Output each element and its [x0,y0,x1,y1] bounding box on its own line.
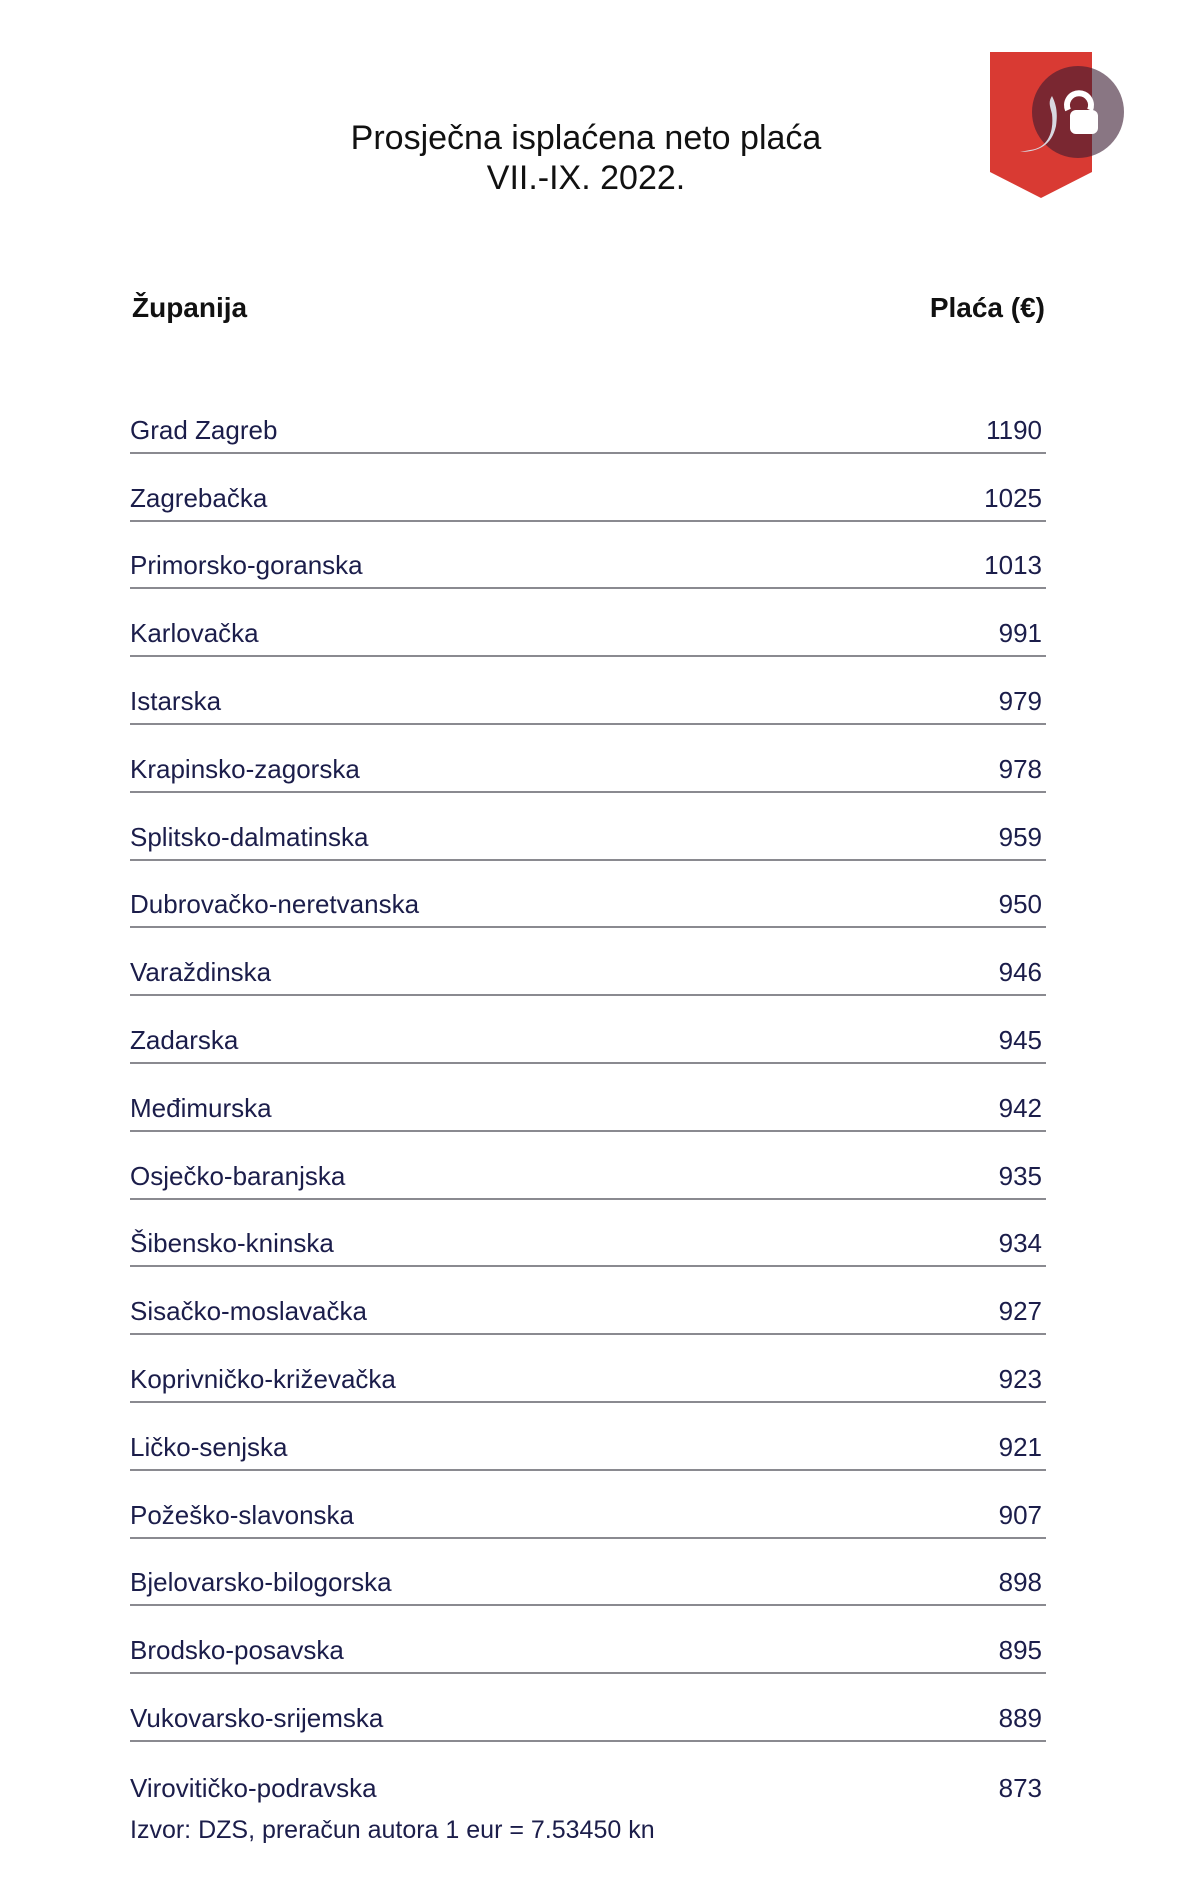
salary-value: 945 [998,1024,1042,1055]
column-header-county: Županija [132,292,248,323]
salary-value: 927 [998,1296,1042,1327]
salary-value: 898 [998,1567,1042,1598]
table-row [130,1132,1046,1200]
salary-value: 1025 [984,482,1042,513]
county-name: Međimurska [130,1092,272,1123]
county-name: Požeško-slavonska [130,1499,354,1530]
table-row [130,1471,1046,1539]
table-row [130,522,1046,590]
salary-value: 1190 [986,414,1042,445]
county-name: Zagrebačka [130,482,268,513]
county-name: Splitsko-dalmatinska [130,821,369,852]
county-name: Osječko-baranjska [130,1160,346,1191]
title-line-2: VII.-IX. 2022. [486,159,686,197]
county-name: Zadarska [130,1024,239,1055]
county-name: Šibensko-kninska [130,1228,334,1259]
column-header-salary: Plaća (€) [929,292,1045,323]
salary-value: 923 [998,1363,1042,1394]
county-name: Krapinsko-zagorska [130,753,360,784]
county-name: Grad Zagreb [130,414,278,445]
county-name: Vukovarsko-srijemska [130,1702,384,1733]
salary-value: 889 [998,1702,1042,1733]
table-row [130,861,1046,929]
table-row [130,928,1046,996]
salary-value: 950 [998,889,1042,920]
salary-value: 1013 [984,550,1042,581]
county-name: Karlovačka [130,618,259,649]
county-name: Primorsko-goranska [130,550,363,581]
salary-value: 942 [998,1092,1042,1123]
county-name: Bjelovarsko-bilogorska [130,1567,392,1598]
table-row [130,386,1046,454]
table-row [130,454,1046,522]
county-name: Istarska [130,685,222,716]
salary-value: 979 [998,685,1042,716]
county-name: Virovitičko-podravska [130,1772,377,1803]
salary-value: 991 [998,618,1042,649]
county-name: Ličko-senjska [130,1431,288,1462]
table-row [130,589,1046,657]
table-row [130,996,1046,1064]
source-note: Izvor: DZS, preračun autora 1 eur = 7.53450 kn [130,1816,655,1844]
table-row [130,1539,1046,1607]
table-row [130,1335,1046,1403]
table-row [130,1403,1046,1471]
county-name: Brodsko-posavska [130,1635,344,1666]
salary-table [130,386,1046,1810]
chili-pepper-badge-icon[interactable] [990,52,1130,202]
salary-value: 978 [998,753,1042,784]
title-line-1: Prosječna isplaćena neto plaća [350,119,822,157]
salary-value: 935 [998,1160,1042,1191]
county-name: Sisačko-moslavačka [130,1296,367,1327]
table-row [130,1742,1046,1810]
table-row [130,1606,1046,1674]
salary-value: 921 [998,1431,1042,1462]
table-row [130,1064,1046,1132]
salary-value: 895 [998,1635,1042,1666]
county-name: Koprivničko-križevačka [130,1363,396,1394]
table-row [130,657,1046,725]
county-name: Dubrovačko-neretvanska [130,889,420,920]
county-name: Varaždinska [130,957,272,988]
table-row [130,1200,1046,1268]
salary-value: 934 [998,1228,1042,1259]
salary-value: 959 [998,821,1042,852]
table-row [130,793,1046,861]
table-row [130,725,1046,793]
salary-value: 946 [998,957,1042,988]
salary-value: 873 [998,1772,1042,1803]
salary-value: 907 [998,1499,1042,1530]
table-row [130,1267,1046,1335]
table-row [130,1674,1046,1742]
